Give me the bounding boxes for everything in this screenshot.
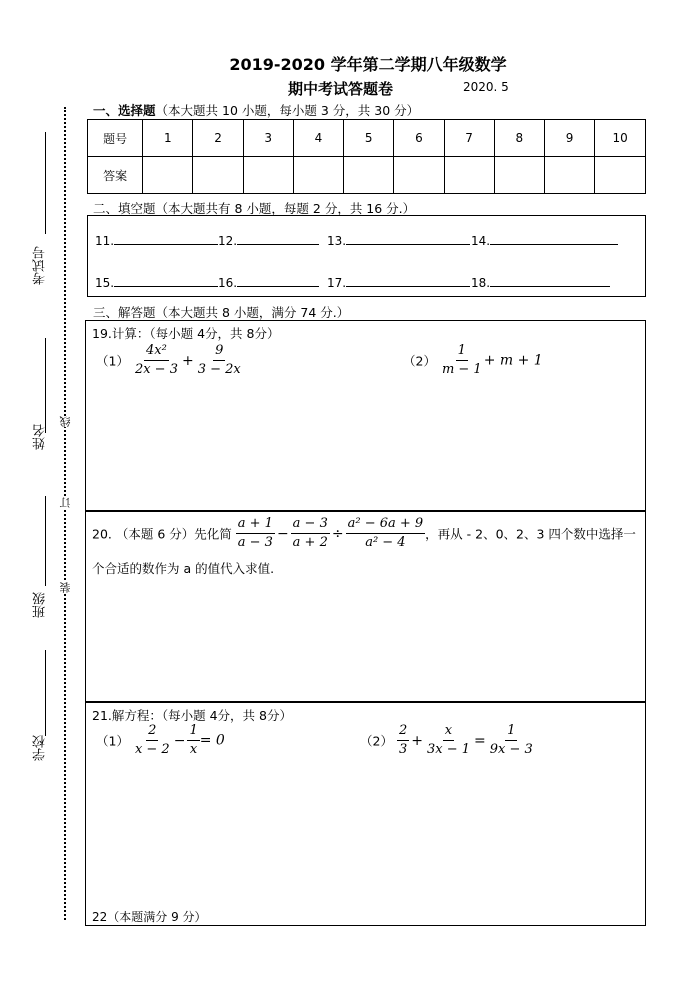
- question-number: 8: [494, 120, 544, 157]
- denominator: a + 2: [292, 535, 328, 550]
- numerator: x: [443, 723, 454, 741]
- section1-header: [93, 101, 419, 119]
- binding-mark-zhuang: 装: [59, 582, 72, 593]
- operator: +: [411, 732, 423, 749]
- blank-label: 14.: [471, 234, 491, 248]
- q21-part1-label: （1）: [96, 733, 129, 749]
- question-number: 9: [544, 120, 594, 157]
- operator: −: [173, 732, 186, 749]
- question-number: 2: [193, 120, 243, 157]
- answer-table: [87, 119, 646, 194]
- exam-date: 2020. 5: [463, 80, 509, 94]
- q19-part1-label: （1）: [96, 353, 129, 369]
- blank-11[interactable]: [95, 232, 218, 248]
- school-line: [45, 650, 46, 736]
- blank-label: 13.: [327, 234, 347, 248]
- blank-13[interactable]: [327, 232, 470, 248]
- numerator: 1: [505, 723, 517, 741]
- q20-prefix: 20. （本题 6 分）先化简: [92, 526, 232, 542]
- blank-14[interactable]: [471, 232, 618, 248]
- class-line: [45, 496, 46, 586]
- answer-cell[interactable]: [243, 157, 293, 194]
- page-subtitle: 期中考试答题卷: [288, 80, 394, 98]
- numerator: a² − 6a + 9: [346, 516, 426, 534]
- question-number: 10: [595, 120, 646, 157]
- blank-label: 16.: [218, 276, 238, 290]
- binding-dotted-line: [64, 107, 66, 920]
- binding-mark-ding: 订: [59, 497, 72, 508]
- blank-15[interactable]: [95, 274, 218, 290]
- operator: −: [276, 525, 289, 542]
- denominator: 3: [398, 742, 408, 757]
- q19-part2-label: （2）: [403, 353, 436, 369]
- answer-table-answer-row: [88, 157, 646, 194]
- blank-18[interactable]: [471, 274, 610, 290]
- number-row-label: 题号: [88, 120, 143, 157]
- q20-frac2: [291, 516, 330, 551]
- q21-part2-label: （2）: [360, 733, 393, 749]
- q20-line2: 个合适的数作为 a 的值代入求值.: [92, 561, 275, 576]
- blank-label: 15.: [95, 276, 115, 290]
- page-title: 2019-2020 学年第二学期八年级数学: [229, 55, 507, 74]
- question-number: 3: [243, 120, 293, 157]
- q21-part1: [96, 723, 225, 758]
- numerator: 1: [187, 723, 199, 741]
- name-line: [45, 338, 46, 433]
- q20-frac3: [346, 516, 426, 551]
- section1-heading: 一、选择题: [93, 103, 156, 118]
- q21-p2-frac2: [425, 723, 472, 758]
- answer-cell[interactable]: [193, 157, 243, 194]
- numerator: 2: [397, 723, 409, 741]
- blank-12[interactable]: [218, 232, 319, 248]
- blank-label: 11.: [95, 234, 115, 248]
- numerator: 4x²: [144, 343, 169, 361]
- denominator: a² − 4: [365, 535, 406, 550]
- numerator: 9: [213, 343, 225, 361]
- q22-title: 22（本题满分 9 分）: [92, 910, 207, 924]
- denominator: 3 − 2x: [197, 362, 241, 377]
- question-number: 1: [143, 120, 193, 157]
- numerator: 2: [146, 723, 158, 741]
- q19-part1: [96, 343, 243, 378]
- section2-heading: 二、填空题: [93, 201, 156, 216]
- question-number: 6: [394, 120, 444, 157]
- numerator: a + 1: [236, 516, 275, 534]
- section3-heading: 三、解答题: [93, 305, 156, 320]
- question-number: 4: [293, 120, 343, 157]
- q20-statement: [92, 516, 636, 551]
- blank-label: 18.: [471, 276, 491, 290]
- q21-p1-frac1: [133, 723, 172, 758]
- answer-cell[interactable]: [595, 157, 646, 194]
- exam-no-line: [45, 132, 46, 234]
- section3-header: [93, 303, 349, 321]
- answer-row-label: 答案: [88, 157, 143, 194]
- school-label: 学校: [33, 735, 48, 761]
- answer-table-number-row: [88, 120, 646, 157]
- question-number: 7: [444, 120, 494, 157]
- q19-p1-frac1: [133, 343, 180, 378]
- denominator: x: [189, 742, 198, 757]
- q19-p2-frac: [440, 343, 484, 378]
- answer-cell[interactable]: [143, 157, 193, 194]
- q21-p2-frac3: [488, 723, 535, 758]
- name-label: 姓名: [33, 424, 48, 450]
- operator: +: [181, 352, 194, 369]
- binding-mark-xian: 线: [59, 416, 72, 427]
- q20-frac1: [236, 516, 275, 551]
- q19-part2: [403, 343, 543, 378]
- answer-cell[interactable]: [444, 157, 494, 194]
- q19-title: 19.计算：（每小题 4分，共 8分）: [92, 326, 280, 341]
- section1-note: （本大题共 10 小题，每小题 3 分，共 30 分）: [155, 103, 420, 118]
- answer-cell[interactable]: [544, 157, 594, 194]
- blank-17[interactable]: [327, 274, 470, 290]
- answer-cell[interactable]: [394, 157, 444, 194]
- q21-part2: [360, 723, 535, 758]
- denominator: 9x − 3: [489, 742, 533, 757]
- answer-cell[interactable]: [293, 157, 343, 194]
- section3-note: （本大题共 8 小题，满分 74 分.）: [155, 305, 350, 320]
- denominator: x − 2: [134, 742, 170, 757]
- q19-p2-rest: + m + 1: [483, 352, 543, 369]
- numerator: 1: [456, 343, 468, 361]
- numerator: a − 3: [291, 516, 330, 534]
- answer-cell[interactable]: [494, 157, 544, 194]
- q21-p1-frac2: [187, 723, 199, 758]
- denominator: m − 1: [441, 362, 482, 377]
- blank-16[interactable]: [218, 274, 319, 290]
- q21-title: 21.解方程：（每小题 4分，共 8分）: [92, 708, 292, 723]
- class-label: 班级: [33, 592, 48, 618]
- section2-note: （本大题共有 8 小题，每题 2 分，共 16 分.）: [155, 201, 416, 216]
- q20-suffix: ，再从 - 2、0、2、3 四个数中选择一: [425, 526, 636, 542]
- operator: ÷: [331, 525, 344, 542]
- denominator: 2x − 3: [134, 362, 178, 377]
- exam-no-label: 考试号: [33, 246, 48, 285]
- denominator: 3x − 1: [426, 742, 470, 757]
- q19-p1-frac2: [196, 343, 243, 378]
- equals: =: [473, 732, 486, 749]
- blank-label: 17.: [327, 276, 347, 290]
- q21-p2-frac1: [397, 723, 409, 758]
- denominator: a − 3: [237, 535, 273, 550]
- q21-p1-rest: = 0: [199, 732, 225, 749]
- answer-cell[interactable]: [344, 157, 394, 194]
- blank-label: 12.: [218, 234, 238, 248]
- question-number: 5: [344, 120, 394, 157]
